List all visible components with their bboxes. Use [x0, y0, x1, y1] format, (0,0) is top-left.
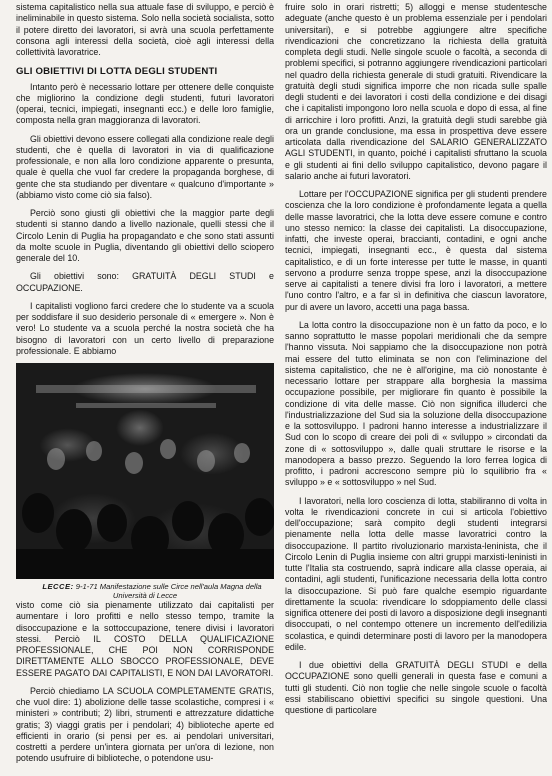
paragraph-real-condition: Gli obiettivi devono essere collegati alla condizione reale degli studenti, che è quella di lavoratori in via di qualificazione professionale, e non alla loro condizione apparente o presunta, quale è quella che vuol far credere la propaganda borghese, di gente che sta studiando per diventare « qualcuno d'importante » (abbiamo visto come ciò sia falso). [16, 133, 274, 200]
caption-text: 9-1-71 Manifestazione sulle Circe nell'aula Magna della Università di Lecce [75, 582, 262, 600]
demonstration-photo [16, 363, 274, 579]
paragraph-two-objectives: I due obiettivi della GRATUITÀ DEGLI STUDI e della OCCUPAZIONE sono quelli generali in questa fase e comuni a tutti gli studenti. Ciò non toglie che nelle singole scuole o facoltà essi stabiliscano obiettivi specifici su singole questioni. Una questione di particolare [285, 660, 547, 715]
paragraph-workers: I lavoratori, nella loro coscienza di lotta, stabiliranno di volta in volta le rivendicazioni concrete in cui si articola l'obiettivo dell'occupazione; sarà compito degli studenti integrarsi pienamente nella lotta delle masse lavoratrici contro la disoccupazione. Il partito rivoluzionario marxista-leninista, che il Circolo Lenin di Puglia insieme con altri gruppi marxisti-leninisti in tutte l'Italia sta costruendo, saprà indicare alla classe operaia, ai contadini, agli studenti, l'unificazione necessaria della lotta contro la disoccupazione. Si può fare qualche esempio riguardante direttamente la scuola: rivendicare lo sdoppiamento delle classi significa ottenere dei posti di lavoro a disposizione degli insegnanti disoccupati, o nel contempo ottenere un incremento dell'edilizia scolastica, e quindi determinare posti di lavoro per la manodopera edile. [285, 495, 547, 652]
photo-caption [16, 582, 274, 600]
paragraph-conquests: Intanto però è necessario lottare per ottenere delle conquiste che migliorino la condizione degli studenti, futuri lavoratori (operai, tecnici, impiegati, insegnanti ecc.) e delle loro famiglie, composta nella gran maggioranza di lavoratori. [16, 81, 274, 126]
paragraph-housing: fruire solo in orari ristretti; 5) alloggi e mense studentesche adeguate (anche questo è un problema essenziale per i pendolari universitari), e si potrebbe aggiungere altre specifiche rivendicazioni che concretizzano la richiesta della gratuità completa degli studi. Nelle singole scuole o facoltà, a seconda di problemi specifici, si potranno aggiungere rivendicazioni particolari nel quadro della richiesta generale di studi gratuiti. Rivendicare la gratuità degli studi significa imporre che non ricada sulle spalle degli studenti e dei lavoratori i costi della condizione e dei disagi che i capitalisti impongono loro nella scuola e dopo di essa, al fine di arricchire i loro profitti. Anzi, la gratuità degli studi sarebbe già ora un grande conclusione, ma essa in prospettiva deve essere articolata dalla rivendicazione del SALARIO GENERALIZZATO AGLI STUDENTI, in quanto, poiché i capitalisti sfruttano la scuola e gli studenti ai fini dello sviluppo capitalistico, devono pagare il salario anche ai futuri lavoratori. [285, 2, 547, 181]
right-column [285, 2, 547, 774]
section-heading: GLI OBIETTIVI DI LOTTA DEGLI STUDENTI [16, 66, 218, 78]
left-column [16, 2, 274, 774]
intro-paragraph: sistema capitalistico nella sua attuale fase di sviluppo, e perciò è ineliminabile in questo sistema. Solo nella società socialista, sotto il potere diretto dei lavoratori, si avrà una scuola perfettamente consona agli interessi della società, cioè agli interessi della collettività lavoratrice. [16, 2, 274, 57]
paragraph-free-school: Perciò chiediamo LA SCUOLA COMPLETAMENTE GRATIS, che vuol dire: 1) abolizione delle tasse scolastiche, compresi i « ministeri » contributi; 2) libri, strumenti e attrezzature didattiche gratis; 3) viaggi gratis per i pendolari; 4) biblioteche aperte ed efficienti in orario (si pensi per es. ai pendolari universitari, costretti a perdere un'intera giornata per un'ora di lezione, non potendo usufruire di biblioteche, o potendone usu- [16, 685, 274, 764]
paragraph-cost: visto come ciò sia pienamente utilizzato dai capitalisti per aumentare i loro profitti e nello stesso tempo, tramite la disoccupazione e la sottoccupazione, tenere divisi i lavoratori stessi. Perciò IL COSTO DELLA QUALIFICAZIONE PROFESSIONALE, CHE POI NON CORRISPONDE DIRETTAMENTE ALLO SBOCCO PROFESSIONALE, DEVE ESSERE PAGATO DAI CAPITALISTI, E NON DAI LAVORATORI. [16, 600, 274, 678]
paragraph-unemployment: La lotta contro la disoccupazione non è un fatto da poco, e lo sanno soprattutto le masse popolari meridionali che da sempre l'hanno vissuta. Noi sappiamo che la disoccupazione non potrà mai essere del tutto eliminata se non con l'eliminazione del sistema capitalistico, che ne è all'origine, ma ciò nonostante è necessario lottare per strappare alla borghesia la massima occupazione possibile, per migliorare fin quanto è possibile la condizione di vita delle masse. Ciò non significa illuderci che l'industrializzazione del Sud sia la soluzione della disoccupazione e la sottosviluppo. I padroni hanno interesse a industrializzare il Sud con lo scopo di creare dei poli di « sviluppo » circondati da zone di « sottosviluppo », dalle quali struttare le risorse e la manodopera a basso prezzo. Seguendo la loro ferrea logica di profitto, i padroni accrescono sempre più lo squilibrio fra « sviluppo » e « sottosviluppo » nel Sud. [285, 319, 547, 488]
paragraph-capitalists: I capitalisti vogliono farci credere che lo studente va a scuola per soddisfare il suo desiderio personale di « emergere ». Non è vero! Lo studente va a scuola perché la nostra società che ha bisogno di lavoratori con un certo livello di preparazione professionale. E abbiamo [16, 300, 274, 356]
paragraph-occupation: Lottare per l'OCCUPAZIONE significa per gli studenti prendere coscienza che la loro condizione è profondamente legata a quella delle masse lavoratrici, che la lotta deve essere comune e contro uno stesso nemico: la classe dei capitalisti. La disoccupazione, infatti, che investe operai, braccianti, contadini, e ogni anche tecnici, impiegati, insegnanti ecc., è questa dal sistema capitalistico, e di un forte interesse per tutte le masse, in quanti servono a produrre senza troppe spese, anzi la disoccupazione serve ai capitalisti a tenere divisi fra loro i lavoratori, a mettere l'uno contro l'altro, e a far sì in definitiva che ciascun lavoratore, pur di avere un lavoro, accetti una paga bassa. [285, 189, 547, 312]
caption-place: LECCE: [42, 582, 74, 591]
paragraph-objectives-list: Gli obiettivi sono: GRATUITÀ DEGLI STUDI e OCCUPAZIONE. [16, 271, 274, 293]
paragraph-just-objectives: Perciò sono giusti gli obiettivi che la maggior parte degli studenti si stanno dando a livello nazionale, quelli stessi che il Circolo Lenin di Puglia ha propagandato e che sono stati assunti da molte scuole in Puglia, diventando gli obiettivi dello sciopero generale del 10. [16, 208, 274, 263]
